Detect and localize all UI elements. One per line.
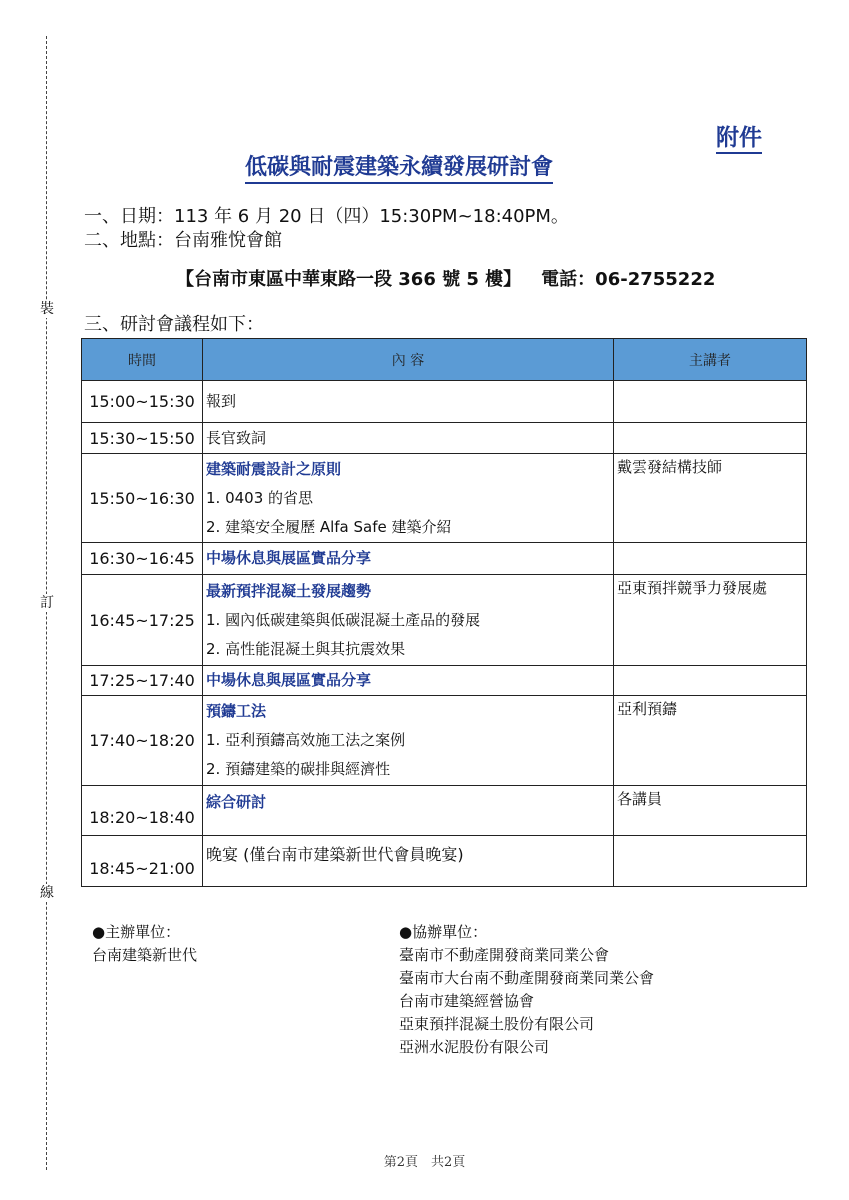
content-topic: 中場休息與展區實品分享 [206,549,372,567]
content-line: 1. 0403 的省思 [206,488,314,507]
content-topic: 中場休息與展區實品分享 [206,671,372,689]
header-speaker: 主講者 [614,339,807,381]
co-organizer-item: 台南市建築經營協會 [399,992,535,1010]
header-time: 時間 [82,339,203,381]
row-speaker [614,381,807,423]
row-speaker: 戴雲發結構技師 [614,454,807,543]
organizer-item: 台南建築新世代 [92,946,198,964]
row-content [203,786,614,836]
row-content [203,381,614,423]
row-speaker: 亞東預拌競爭力發展處 [614,575,807,666]
row-time: 15:50~16:30 [82,454,203,543]
row-speaker [614,543,807,575]
page-footer: 第2頁 共2頁 [383,1155,466,1170]
content-line: 2. 高性能混凝土與其抗震效果 [206,639,406,658]
row-speaker: 各講員 [614,786,807,836]
row-speaker [614,666,807,696]
agenda-table [81,338,807,887]
table-header-row [82,339,807,381]
content-line: 長官致詞 [206,428,267,447]
row-content [203,423,614,454]
row-time: 18:45~21:00 [82,836,203,887]
table-row [82,543,807,575]
co-organizer-item: 亞洲水泥股份有限公司 [399,1038,550,1056]
page-title: 低碳與耐震建築永續發展研討會 [245,154,553,184]
margin-char-line: 線 [40,885,54,901]
content-topic: 建築耐震設計之原則 [206,459,342,478]
row-content [203,454,614,543]
header-content: 內 容 [203,339,614,381]
table-row [82,836,807,887]
place-line: 二、地點：台南雅悅會館 [84,230,282,251]
co-organizer-item: 臺南市不動產開發商業同業公會 [399,946,610,964]
row-time: 16:45~17:25 [82,575,203,666]
table-row [82,423,807,454]
content-line: 2. 預鑄建築的碳排與經濟性 [206,760,391,778]
content-line: 1. 亞利預鑄高效施工法之案例 [206,731,406,749]
co-organizer-block [399,921,654,1059]
row-content [203,836,614,887]
table-row [82,786,807,836]
table-row [82,696,807,786]
row-time: 18:20~18:40 [82,786,203,836]
row-speaker [614,423,807,454]
agenda-heading: 三、研討會議程如下： [84,314,264,335]
content-line: 2. 建築安全履歷 Alfa Safe 建築介紹 [206,517,452,536]
row-time: 15:30~15:50 [82,423,203,454]
row-content [203,696,614,786]
table-row [82,381,807,423]
table-row [82,575,807,666]
co-organizer-label: ●協辦單位： [399,923,488,941]
row-speaker [614,836,807,887]
row-speaker: 亞利預鑄 [614,696,807,786]
row-content [203,543,614,575]
co-organizer-item: 臺南市大台南不動產開發商業同業公會 [399,969,655,987]
organizer-block [92,921,197,967]
row-content [203,575,614,666]
row-time: 17:40~18:20 [82,696,203,786]
attachment-label: 附件 [716,124,762,154]
margin-char-staple: 訂 [40,595,54,611]
content-topic: 最新預拌混凝土發展趨勢 [206,581,372,600]
content-topic: 預鑄工法 [206,702,267,720]
co-organizer-item: 亞東預拌混凝土股份有限公司 [399,1015,595,1033]
phone-text: 電話：06-2755222 [541,269,716,290]
organizer-label: ●主辦單位： [92,923,181,941]
row-time: 17:25~17:40 [82,666,203,696]
margin-char-bind: 裝 [40,301,54,317]
content-topic: 綜合研討 [206,793,267,811]
date-line: 一、日期：113 年 6 月 20 日（四）15:30PM~18:40PM。 [84,206,569,227]
content-line: 晚宴 (僅台南市建築新世代會員晚宴) [206,845,464,864]
row-time: 16:30~16:45 [82,543,203,575]
table-row [82,454,807,543]
content-line: 1. 國內低碳建築與低碳混凝土產品的發展 [206,610,481,629]
address-line [176,268,715,292]
content-line: 報到 [206,392,237,410]
row-time: 15:00~15:30 [82,381,203,423]
row-content [203,666,614,696]
table-row [82,666,807,696]
address-text: 【台南市東區中華東路一段 366 號 5 樓】 [176,269,522,290]
